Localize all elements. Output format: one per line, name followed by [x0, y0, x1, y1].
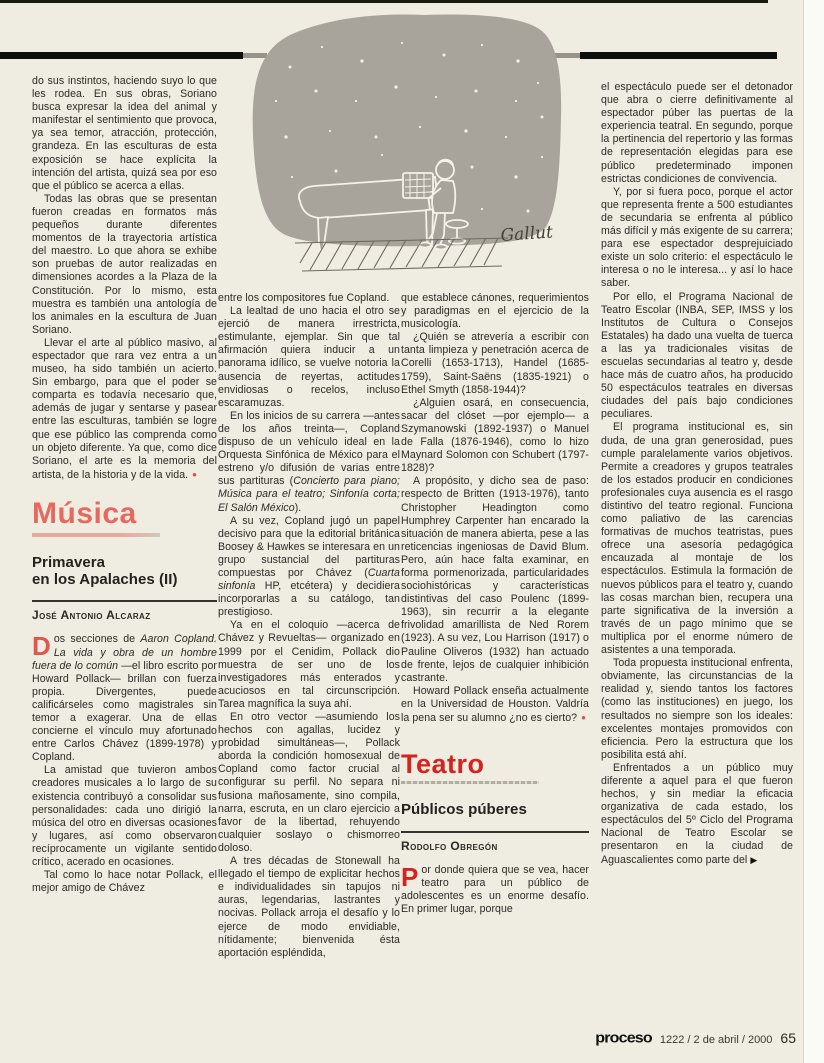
issue-date: 1222 / 2 de abril / 2000: [659, 1034, 773, 1046]
article-title-line2: en los Apalaches (II): [32, 570, 178, 588]
paragraph: el espectáculo puede ser el detonador que abra o cierre definitivamente al espectador púber las puertas de la experiencia teatral. En segundo, porque la pertinencia del repertorio y las formas de representación elegidas para ese público predeterminado imponen estrictas condiciones de convivencia.: [601, 81, 793, 185]
paragraph: que establece cánones, requerimientos y paradigmas en el ejercicio de la musicología.: [401, 292, 589, 331]
paragraph: ¿Alguien osará, en consecuencia, sacar del clóset —por ejemplo— a Szymanowski (1892-1937) o Manuel de Falla (1876-1946), como lo hizo Maynard Solomon con Schubert (1797-1828)?: [401, 396, 589, 475]
musica-section: [32, 496, 217, 895]
paragraph: entre los compositores fue Copland.: [218, 292, 390, 304]
teatro-section: [401, 751, 589, 916]
dropcap-p: P: [401, 861, 419, 892]
paragraph: Enfrentados a un público muy diferente a aquel para el que fueron hechos, y sin mediar la eficacia organizativa de cada estado, los espectáculos del 5º Ciclo del Programa Nacional de Teatro Escolar se presentaron en la ciudad de Aguascalientes como parte del ▶: [601, 761, 793, 866]
paragraph: Howard Pollack enseña actualmente en la Universidad de Houston. Valdría la pena ser su alumno ¿no es cierto? ●: [401, 684, 589, 724]
article-title: [32, 554, 217, 588]
dropcap-d: D: [32, 631, 51, 662]
column-3: [401, 292, 589, 916]
paragraph: Tal como lo hace notar Pollack, el mejor amigo de Chávez: [32, 869, 217, 895]
paragraph: Todas las obras que se presentan fueron creadas en formatos más pequeños durante diferentes momentos de la trayectoria artística del maestro. Lo que ahora se exhibe son pruebas de autor realizadas en dimensiones acordes a la Plaza de la Constitución. Por lo mismo, esta muestra es también una antología de los animales en la escultura de Juan Soriano.: [32, 192, 217, 336]
section-title-teatro: Teatro: [401, 749, 485, 780]
paragraph: Por donde quiera que se vea, hacer teatro para un público de adolescentes es un enorme desafío. En primer lugar, porque: [401, 861, 589, 915]
column-4: [601, 81, 793, 867]
top-edge-rule: [0, 0, 768, 3]
article-end-mark: ●: [581, 713, 586, 722]
paragraph: Toda propuesta institucional enfrenta, obviamente, las circunstancias de la realidad y, siendo tantos los factores (como las instituciones) en juego, los resultados no siempre son los ideales: excelentes montajes promovidos con eficiencia. Pero la estructura que los posibilita está ahí.: [601, 657, 793, 761]
page-right-edge: [803, 0, 824, 1063]
byline-obregon: Rodolfo Obregón: [401, 838, 498, 853]
paragraph: En otro vector —asumiendo los hechos con agallas, lucidez y probidad simultáneas—, Pollack aborda la condición homosexual de Copland como factor crucial al configurar su perfil. No separa ni fusiona mañosamente, sino compila, narra, escruta, en un claro ejercicio a favor de la libertad, rehuyendo cualquier soslayo o chismorreo doloso.: [218, 711, 400, 854]
pianist-cartoon-illustration: [230, 5, 590, 290]
paragraph: La amistad que tuvieron ambos creadores musicales a lo largo de su existencia contribuyó a consolidar sus personalidades: cada uno dirigió la música del otro en diversas ocasiones y lugares, así como observaron recíprocamente un vigilante sentido crítico, acerado en ocasiones.: [32, 764, 217, 869]
article-title-line1: Primavera: [32, 553, 106, 571]
paragraph: Por ello, el Programa Nacional de Teatro Escolar (INBA, SEP, IMSS y los Institutos de Cultura o Consejos Estatales) ha dado una vuelta de tuerca a las ya tradicionales visitas de escuelas secundarias al teatro y, desde hace más de cuatro años, ha producido 50 espectáculos teatrales en diversas ciudades del país bajo condiciones peculiares.: [601, 290, 793, 421]
teatro-underline: [401, 781, 539, 784]
cartoonist-signature: Gallut: [499, 222, 554, 246]
header-rule-right: [580, 52, 777, 59]
musica-underline: [32, 533, 160, 537]
paragraph: A propósito, y dicho sea de paso: respecto de Britten (1913-1976), tanto Christopher Headington como Humphrey Carpenter han encarado la situación de manera abierta, pese a las reticencias ingeniosas de David Blum. Pero, aún hace falta examinar, en forma pormenorizada, particularidades sociohistóricas y características distintivas del caso Poulenc (1899-1963), sin recurrir a la elegante frivolidad amarillista de Ned Rorem (1923). A su vez, Lou Harrison (1917) o Pauline Oliveros (1932) han actuado de frente, lejos de cualquier inhibición castrante.: [401, 475, 589, 684]
title-rule: [401, 831, 589, 833]
paragraph: En los inicios de su carrera —antes de los años treinta—, Copland dispuso de un vehículo ideal en la Orquesta Sinfónica de México para el estreno y/o difusión de varias entre sus partituras (Concierto para piano; Música para el teatro; Sinfonía corta; El Salón México).: [218, 409, 401, 514]
paragraph: La lealtad de uno hacia el otro se ejerció de manera irrestricta, estimulante, ejemplar. Sin que tal afirmación quiera inducir a un panorama idílico, se vuelve notoria la ausencia de reyertas, actitudes envidiosas o recelos, incluso escaramuzas.: [218, 305, 400, 409]
header-rule-left: [0, 52, 243, 59]
column-1: [32, 75, 217, 895]
paragraph: Dos secciones de Aaron Copland. La vida y obra de un hombre fuera de lo común —el libro escrito por Howard Pollack— brillan con fuerza propia. Divergentes, puede calificárseles como magistrales sin temor a exagerar. Una de ellas concierne el vínculo muy afortunado entre Carlos Chávez (1899-1978) y Copland.: [32, 631, 217, 764]
paragraph: Y, por si fuera poco, porque el actor que representa frente a 500 estudiantes de secundaria se enfrenta al público más difícil y más exigente de su carrera; para ese espectador desprejuiciado existe un solo criterio: el espectáculo le interesa o no le interesa... y así lo hace saber.: [601, 185, 793, 290]
column-2: [218, 292, 400, 960]
paragraph: Ya en el coloquio —acerca de Chávez y Revueltas— organizado en 1999 por el Cenidim, Pollack dio muestra de ser uno de los investigadores más enterados y acuciosos en tal circunscripción. Tarea magnífica la suya ahí.: [218, 619, 400, 710]
section-title-musica: Música: [32, 496, 137, 530]
paragraph: ¿Quién se atrevería a escribir con tanta limpieza y penetración acerca de Corelli (1653-1713), Handel (1685-1759), Saint-Saëns (1835-1921) o Ethel Smyth (1858-1944)?: [401, 331, 589, 396]
paragraph: do sus instintos, haciendo suyo lo que les rodea. En sus obras, Soriano busca expresar la idea del animal y manifestar el sentimiento que provoca, ya sea temor, atracción, protección, grandeza. En las esculturas de esta exposición se hace explícita la intención del artista, quizá sea por eso que el público se acerca a ellas.: [32, 75, 217, 192]
paragraph: A su vez, Copland jugó un papel decisivo para que la editorial británica Boosey & Hawkes se interesara en un grupo sustancial del partituras compuestas por Chávez (Cuarta sinfonía HP, etcétera) y decidiera incorporarlas a su catálogo, tan prestigioso.: [218, 514, 400, 619]
page-footer: [430, 1030, 796, 1048]
continued-arrow-mark: ▶: [750, 854, 758, 865]
paragraph: Llevar el arte al público masivo, al espectador que rara vez entra a un museo, ha sido también un acierto. Sin embargo, para que el poder se comparta es todavía necesario que, además de jugar y sentarse y pasear entre las esculturas, también se logre que ese público las comprenda como un objeto diferente. Ya que, como dice Soriano, el arte es la memoria del artista, de la historia y de la vida. ●: [32, 336, 217, 481]
article-title-publicos: Públicos púberes: [401, 801, 527, 819]
page-number: 65: [780, 1030, 796, 1046]
proceso-logo: proceso: [595, 1030, 652, 1047]
paragraph: A tres décadas de Stonewall ha llegado el tiempo de explicitar hechos e individualidades sin tapujos ni auras, legendarias, lastrantes y nocivas. Pollack arroja el desafío y lo ejerce de modo envidiable, nítidamente; bienvenida ésta aportación espléndida,: [218, 855, 400, 959]
article-end-mark: ●: [192, 469, 198, 479]
paragraph: El programa institucional es, sin duda, de una gran generosidad, pues cumple paralelamente varios objetivos. Permite a creadores y grupos teatrales de los estados producir en condiciones profesionales cuya ausencia es el rasgo distintivo del teatro regional. Funciona como paliativo de las carencias formativas de muchos teatristas, pues ofrece una asesoría pedagógica encauzada al montaje de los espectáculos. Estimula la formación de nuevos públicos para el teatro y, cuando las cosas marchan bien, recupera una parte significativa de la inversión a través de un pago mínimo que se multiplica por el enorme número de asistentes a una temporada.: [601, 421, 793, 657]
byline-alcaraz: José Antonio Alcaraz: [32, 608, 151, 623]
title-rule: [32, 600, 217, 602]
